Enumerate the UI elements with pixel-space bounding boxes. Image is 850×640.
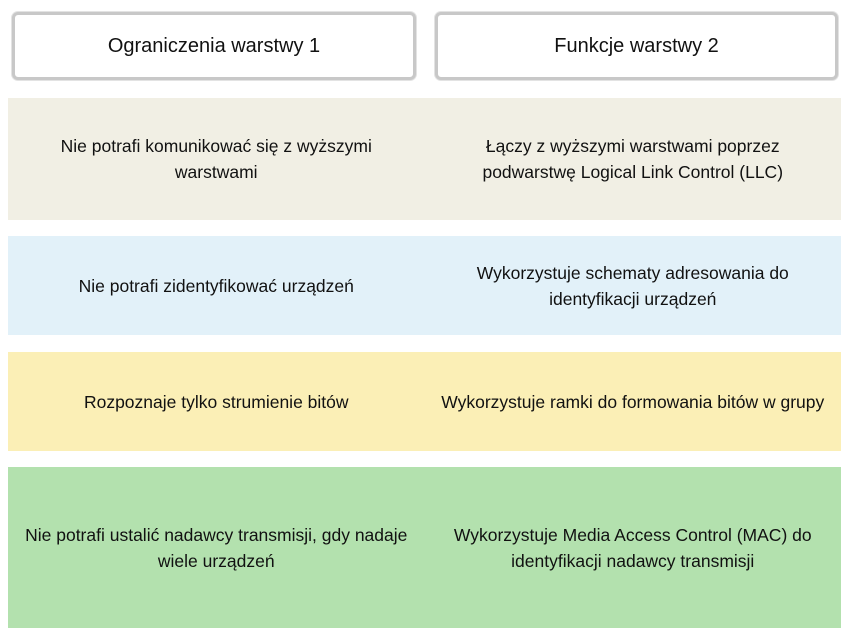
header-layer2-functions-label: Funkcje warstwy 2 (554, 34, 719, 57)
layer1-limitation-cell: Rozpoznaje tylko strumienie bitów (83, 391, 349, 412)
layer2-function-cell: Wykorzystuje schematy adresowania do identyfikacji urządzeń (476, 262, 789, 309)
layer1-limitation-cell: Nie potrafi ustalić nadawcy transmisji, gdy nadaje wiele urządzeń (25, 524, 408, 571)
comparison-row-3 (8, 352, 841, 451)
comparison-row-2 (8, 236, 841, 335)
layer1-limitation-cell: Nie potrafi komunikować się z wyższymi warstwami (60, 136, 372, 182)
header-layer2-functions (435, 12, 838, 80)
layer2-function-cell: Wykorzystuje Media Access Control (MAC) do identyfikacji nadawcy transmisji (453, 524, 812, 571)
layer2-function-cell: Wykorzystuje ramki do formowania bitów w grupy (441, 391, 825, 412)
header-layer1-limitations-label: Ograniczenia warstwy 1 (107, 34, 321, 57)
header-layer1-limitations (12, 12, 416, 80)
comparison-row-1 (8, 98, 841, 220)
layer2-function-cell: Łączy z wyższymi warstwami poprzez podwarstwę Logical Link Control (LLC) (482, 136, 784, 182)
comparison-row-4 (8, 467, 841, 628)
layer1-limitation-cell: Nie potrafi zidentyfikować urządzeń (78, 275, 354, 296)
